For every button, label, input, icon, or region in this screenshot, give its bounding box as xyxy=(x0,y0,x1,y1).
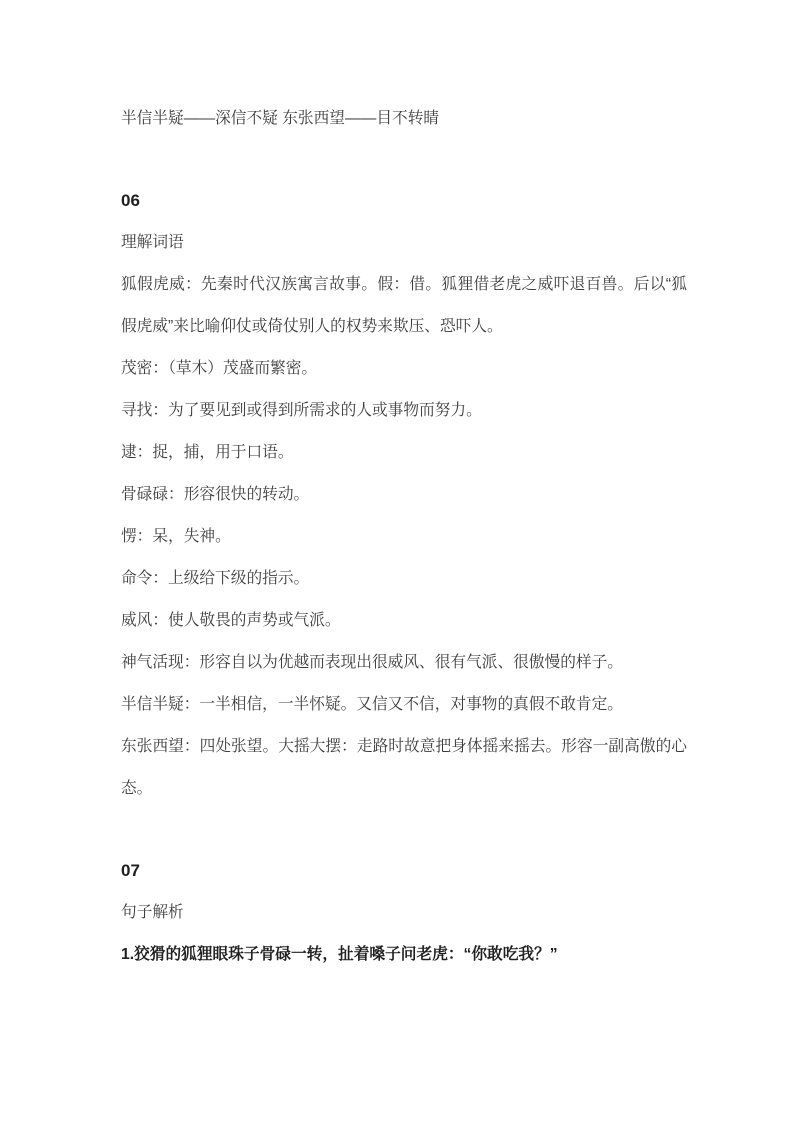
definition-mingling: 命令：上级给下级的指示。 xyxy=(121,570,310,587)
definition-dai: 逮：捉，捕，用于口语。 xyxy=(121,444,294,461)
sentence-analysis-item-1: 1.狡猾的狐狸眼珠子骨碌一转，扯着嗓子问老虎：“你敢吃我？” xyxy=(121,946,558,963)
definition-xunzhao: 寻找：为了要见到或得到所需求的人或事物而努力。 xyxy=(121,402,482,419)
definition-dongzhangxiwang: 东张西望：四处张望。大摇大摆：走路时故意把身体摇来摇去。形容一副高傲的心态。 xyxy=(121,738,687,797)
section-06-number: 06 xyxy=(121,191,140,210)
section-07-title: 句子解析 xyxy=(121,904,184,921)
definition-banxinbanyi: 半信半疑：一半相信，一半怀疑。又信又不信，对事物的真假不敢肯定。 xyxy=(121,696,623,713)
definition-weifeng: 威风：使人敬畏的声势或气派。 xyxy=(121,612,341,629)
antonym-pairs-line: 半信半疑——深信不疑 东张西望——目不转睛 xyxy=(121,110,440,127)
definition-shenqihuoxian: 神气活现：形容自以为优越而表现出很威风、很有气派、很傲慢的样子。 xyxy=(121,654,623,671)
definition-hujiahuwei: 狐假虎威：先秦时代汉族寓言故事。假：借。狐狸借老虎之威吓退百兽。后以“狐假虎威”来比喻仰仗或倚仗别人的权势来欺压、恐吓人。 xyxy=(121,276,687,335)
definition-leng: 愣：呆，失神。 xyxy=(121,528,231,545)
section-06-title: 理解词语 xyxy=(121,234,184,251)
section-07-number: 07 xyxy=(121,861,140,880)
definition-gululu: 骨碌碌：形容很快的转动。 xyxy=(121,486,310,503)
definition-maomi: 茂密：（草木）茂盛而繁密。 xyxy=(121,360,318,377)
document-content xyxy=(121,98,687,976)
